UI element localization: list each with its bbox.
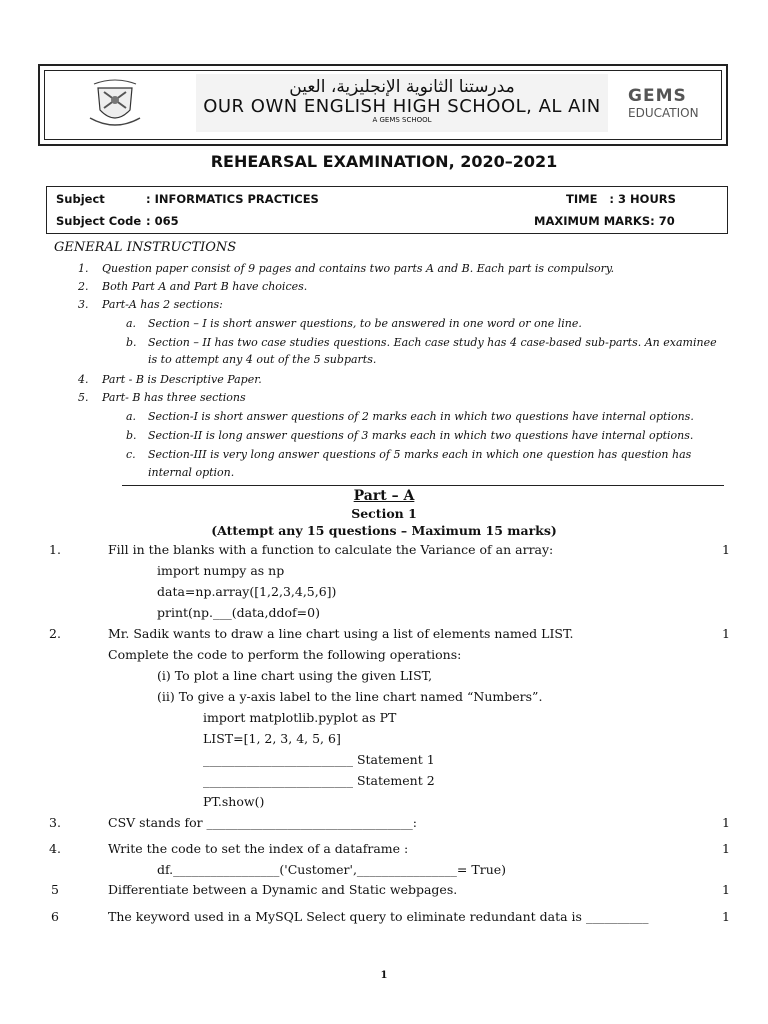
instruction-marker: 4. [78, 373, 89, 386]
question-number: 4. [49, 841, 61, 856]
question-number: 2. [49, 626, 61, 641]
attempt-note: (Attempt any 15 questions – Maximum 15 marks) [211, 523, 557, 538]
instruction-text: Question paper consist of 9 pages and contains two parts A and B. Each part is compulsory. [102, 262, 615, 275]
code-line: ________________________ Statement 2 [203, 773, 435, 788]
question-text: Fill in the blanks with a function to calculate the Variance of an array: [108, 542, 554, 557]
instruction-text: Part- B has three sections [102, 391, 246, 404]
section-title: Section 1 [351, 506, 417, 521]
question-subpart: (ii) To give a y-axis label to the line chart named “Numbers”. [157, 689, 543, 704]
code-line: ________________________ Statement 1 [203, 752, 435, 767]
question-subpart: (i) To plot a line chart using the given LIST, [157, 668, 433, 683]
instruction-marker: 3. [78, 298, 89, 311]
question-marks: 1 [722, 815, 730, 830]
instruction-text: Both Part A and Part B have choices. [102, 280, 308, 293]
code-line: LIST=[1, 2, 3, 4, 5, 6] [203, 731, 341, 746]
question-marks: 1 [722, 882, 730, 897]
subject-code-label: Subject Code [56, 214, 142, 228]
question-text: Differentiate between a Dynamic and Static webpages. [108, 882, 458, 897]
subject-label: Subject [56, 192, 105, 206]
school-name: OUR OWN ENGLISH HIGH SCHOOL, AL AIN [203, 96, 601, 117]
question-text: CSV stands for _________________________________: [108, 815, 418, 830]
school-tagline: A GEMS SCHOOL [372, 116, 432, 124]
code-line: df._________________('Customer',________________= True) [157, 862, 507, 877]
question-text: Complete the code to perform the following operations: [108, 647, 462, 662]
code-line: print(np.___(data,ddof=0) [157, 605, 320, 620]
question-marks: 1 [722, 909, 730, 924]
gems-education-label: EDUCATION [628, 106, 699, 120]
instruction-text: Section-I is short answer questions of 2 marks each in which two questions have internal options. [148, 410, 694, 423]
instruction-marker: 1. [78, 262, 89, 275]
question-marks: 1 [722, 626, 730, 641]
instruction-text: Part - B is Descriptive Paper. [102, 373, 262, 386]
code-line: import numpy as np [157, 563, 285, 578]
question-text: The keyword used in a MySQL Select query to eliminate redundant data is __________ [108, 909, 649, 924]
question-number: 1. [49, 542, 61, 557]
subject-value: : INFORMATICS PRACTICES [146, 192, 319, 206]
question-number: 3. [49, 815, 61, 830]
school-crest-icon [84, 78, 146, 130]
instruction-marker: 2. [78, 280, 89, 293]
part-title: Part – A [353, 488, 415, 504]
question-marks: 1 [722, 841, 730, 856]
instruction-marker: a. [126, 410, 137, 423]
subject-code-value: : 065 [146, 214, 179, 228]
question-marks: 1 [722, 542, 730, 557]
instruction-text: Section – I is short answer questions, to be answered in one word or one line. [148, 317, 582, 330]
instruction-text: internal option. [148, 466, 235, 479]
page-number: 1 [380, 970, 388, 981]
instructions-title: GENERAL INSTRUCTIONS [54, 240, 237, 255]
instruction-marker: a. [126, 317, 137, 330]
instruction-text: Part-A has 2 sections: [102, 298, 223, 311]
instruction-text: is to attempt any 4 out of the 5 subparts. [148, 353, 377, 366]
gems-logo: GEMS [628, 86, 687, 106]
question-text: Write the code to set the index of a dataframe : [108, 841, 409, 856]
divider [122, 485, 724, 486]
code-line: PT.show() [203, 794, 265, 809]
instruction-marker: c. [126, 448, 136, 461]
instruction-marker: 5. [78, 391, 89, 404]
code-line: data=np.array([1,2,3,4,5,6]) [157, 584, 337, 599]
instruction-marker: b. [126, 429, 137, 442]
instruction-text: Section-II is long answer questions of 3 marks each in which two questions have internal options. [148, 429, 694, 442]
code-line: import matplotlib.pyplot as PT [203, 710, 397, 725]
school-name-arabic: مدرستنا الثانوية الإنجليزية، العين [289, 77, 515, 97]
exam-title: REHEARSAL EXAMINATION, 2020–2021 [210, 152, 558, 171]
instruction-marker: b. [126, 336, 137, 349]
question-text: Mr. Sadik wants to draw a line chart using a list of elements named LIST. [108, 626, 574, 641]
instruction-text: Section – II has two case studies questions. Each case study has 4 case-based sub-parts. An examinee [148, 336, 717, 349]
max-marks-label: MAXIMUM MARKS: 70 [534, 214, 675, 228]
question-number: 6 [51, 909, 59, 924]
question-number: 5 [51, 882, 59, 897]
instruction-text: Section-III is very long answer questions of 5 marks each in which one question has question has [148, 448, 692, 461]
time-label: TIME : 3 HOURS [566, 192, 676, 206]
